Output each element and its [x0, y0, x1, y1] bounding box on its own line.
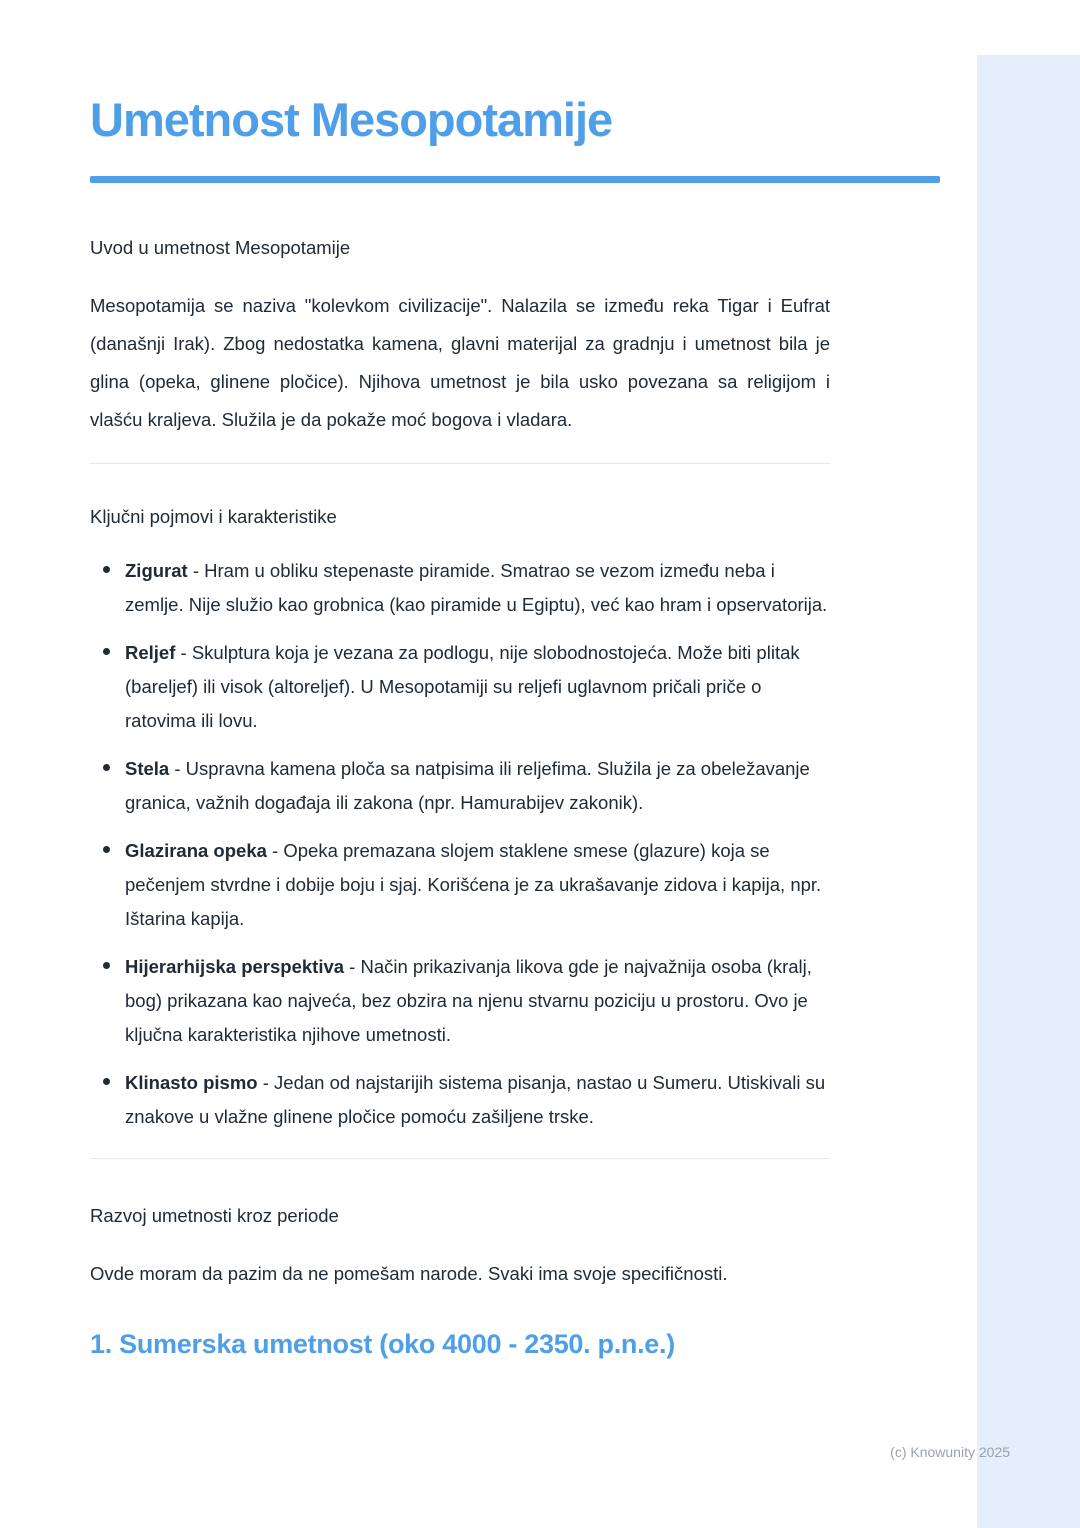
bullet-icon [103, 648, 110, 655]
term-label: Reljef [125, 642, 176, 663]
page-title: Umetnost Mesopotamije [90, 93, 613, 146]
periods-section-heading: Razvoj umetnosti kroz periode [90, 1205, 339, 1226]
term-label: Klinasto pismo [125, 1072, 258, 1093]
bullet-icon [103, 764, 110, 771]
term-definition: - Opeka premazana slojem staklene smese (glazure) koja se pečenjem stvrdne i dobije boju i sjaj. Korišćena je za ukrašavanje zidova i kapija, npr. Ištarina kapija. [125, 840, 822, 929]
term-label: Hijerarhijska perspektiva [125, 956, 345, 977]
title-underline-rule [90, 176, 940, 183]
term-label: Zigurat [125, 560, 188, 581]
list-item [90, 636, 830, 738]
term-definition: - Uspravna kamena ploča sa natpisima ili reljefima. Služila je za obeležavanje granica, važnih događaja ili zakona (npr. Hamurabijev zakonik). [125, 758, 810, 813]
list-item [90, 752, 830, 820]
term-definition: - Hram u obliku stepenaste piramide. Smatrao se vezom između neba i zemlje. Nije služio kao grobnica (kao piramide u Egiptu), već kao hram i opservatorija. [125, 560, 828, 615]
period1-heading: 1. Sumerska umetnost (oko 4000 - 2350. p.n.e.) [90, 1329, 675, 1359]
bullet-icon [103, 962, 110, 969]
intro-paragraph: Mesopotamija se naziva "kolevkom civilizacije". Nalazila se između reka Tigar i Eufrat (današnji Irak). Zbog nedostatka kamena, glavni materijal za gradnju i umetnost bila je glina (opeka, glinene pločice). Njihova umetnost je bila usko povezana sa religijom i vlašću kraljeva. Služila je da pokaže moć bogova i vladara. [90, 295, 830, 430]
bullet-icon [103, 846, 110, 853]
section-divider [90, 1158, 830, 1159]
intro-section-heading: Uvod u umetnost Mesopotamije [90, 237, 351, 258]
list-item [90, 834, 830, 936]
page-margin-strip [977, 55, 1080, 1528]
bullet-icon [103, 566, 110, 573]
list-item [90, 1066, 830, 1134]
section-divider [90, 463, 830, 464]
list-item [90, 554, 830, 622]
term-label: Stela [125, 758, 170, 779]
term-definition: - Skulptura koja je vezana za podlogu, nije slobodnostojeća. Može biti plitak (bareljef) ili visok (altoreljef). U Mesopotamiji su reljefi uglavnom pričali priče o ratovima ili lovu. [125, 642, 800, 731]
list-item [90, 950, 830, 1052]
terms-section-heading: Ključni pojmovi i karakteristike [90, 506, 337, 527]
periods-note: Ovde moram da pazim da ne pomešam narode. Svaki ima svoje specifičnosti. [90, 1263, 728, 1284]
footer-credit: (c) Knowunity 2025 [890, 1444, 1010, 1460]
bullet-icon [103, 1078, 110, 1085]
term-definition: - Jedan od najstarijih sistema pisanja, nastao u Sumeru. Utiskivali su znakove u vlažne glinene pločice pomoću zašiljene trske. [125, 1072, 826, 1127]
terms-list [90, 554, 830, 1134]
term-label: Glazirana opeka [125, 840, 267, 861]
term-definition: - Način prikazivanja likova gde je najvažnija osoba (kralj, bog) prikazana kao najveća, bez obzira na njenu stvarnu poziciju u prostoru. Ovo je ključna karakteristika njihove umetnosti. [125, 956, 812, 1045]
